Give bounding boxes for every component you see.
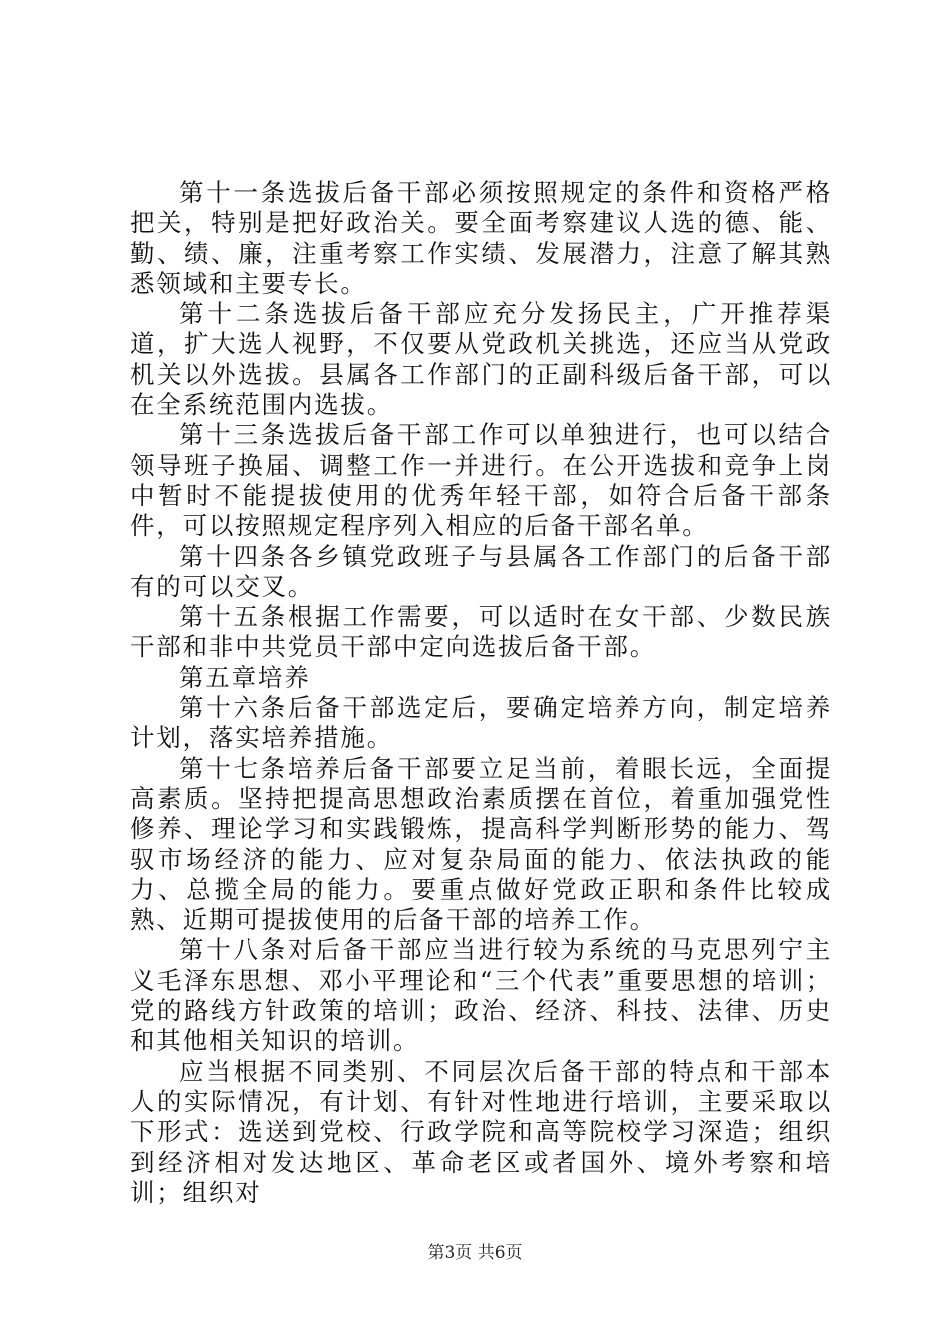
training-forms-paragraph: 应当根据不同类别、不同层次后备干部的特点和干部本人的实际情况，有计划、有针对性地进行培训，主要采取以下形式：选送到党校、行政学院和高等院校学习深造；组织到经济相对发达地区、革命老区或者国外、境外考察和培训；组织对: [130, 1056, 832, 1207]
article-17-paragraph: 第十七条培养后备干部要立足当前，着眼长远，全面提高素质。坚持把提高思想政治素质摆在首位，着重加强党性修养、理论学习和实践锻炼，提高科学判断形势的能力、驾驭市场经济的能力、应对复杂局面的能力、依法执政的能力、总揽全局的能力。要重点做好党政正职和条件比较成熟、近期可提拔使用的后备干部的培养工作。: [130, 753, 832, 935]
article-18-paragraph: 第十八条对后备干部应当进行较为系统的马克思列宁主义毛泽东思想、邓小平理论和“三个代表”重要思想的培训；党的路线方针政策的培训；政治、经济、科技、法律、历史和其他相关知识的培训。: [130, 935, 832, 1056]
page-footer: [0, 1241, 950, 1265]
chapter-5-heading: 第五章培养: [179, 662, 311, 692]
page-number: 第3页 共6页: [427, 1243, 523, 1263]
article-13-paragraph: 第十三条选拔后备干部工作可以单独进行，也可以结合领导班子换届、调整工作一并进行。在公开选拔和竞争上岗中暂时不能提拔使用的优秀年轻干部，如符合后备干部条件，可以按照规定程序列入相应的后备干部名单。: [130, 420, 832, 541]
article-11-paragraph: 第十一条选拔后备干部必须按照规定的条件和资格严格把关，特别是把好政治关。要全面考察建议人选的德、能、勤、绩、廉，注重考察工作实绩、发展潜力，注意了解其熟悉领域和主要专长。: [130, 178, 832, 298]
article-12-paragraph: 第十二条选拔后备干部应充分发扬民主，广开推荐渠道，扩大选人视野，不仅要从党政机关挑选，还应当从党政机关以外选拔。县属各工作部门的正副科级后备干部，可以在全系统范围内选拔。: [130, 299, 832, 420]
document-body: [130, 178, 832, 1208]
article-16-paragraph: 第十六条后备干部选定后，要确定培养方向，制定培养计划，落实培养措施。: [130, 693, 832, 753]
article-15-paragraph: 第十五条根据工作需要，可以适时在女干部、少数民族干部和非中共党员干部中定向选拔后备干部。: [130, 602, 832, 662]
article-14-paragraph: 第十四条各乡镇党政班子与县属各工作部门的后备干部有的可以交叉。: [130, 541, 832, 601]
